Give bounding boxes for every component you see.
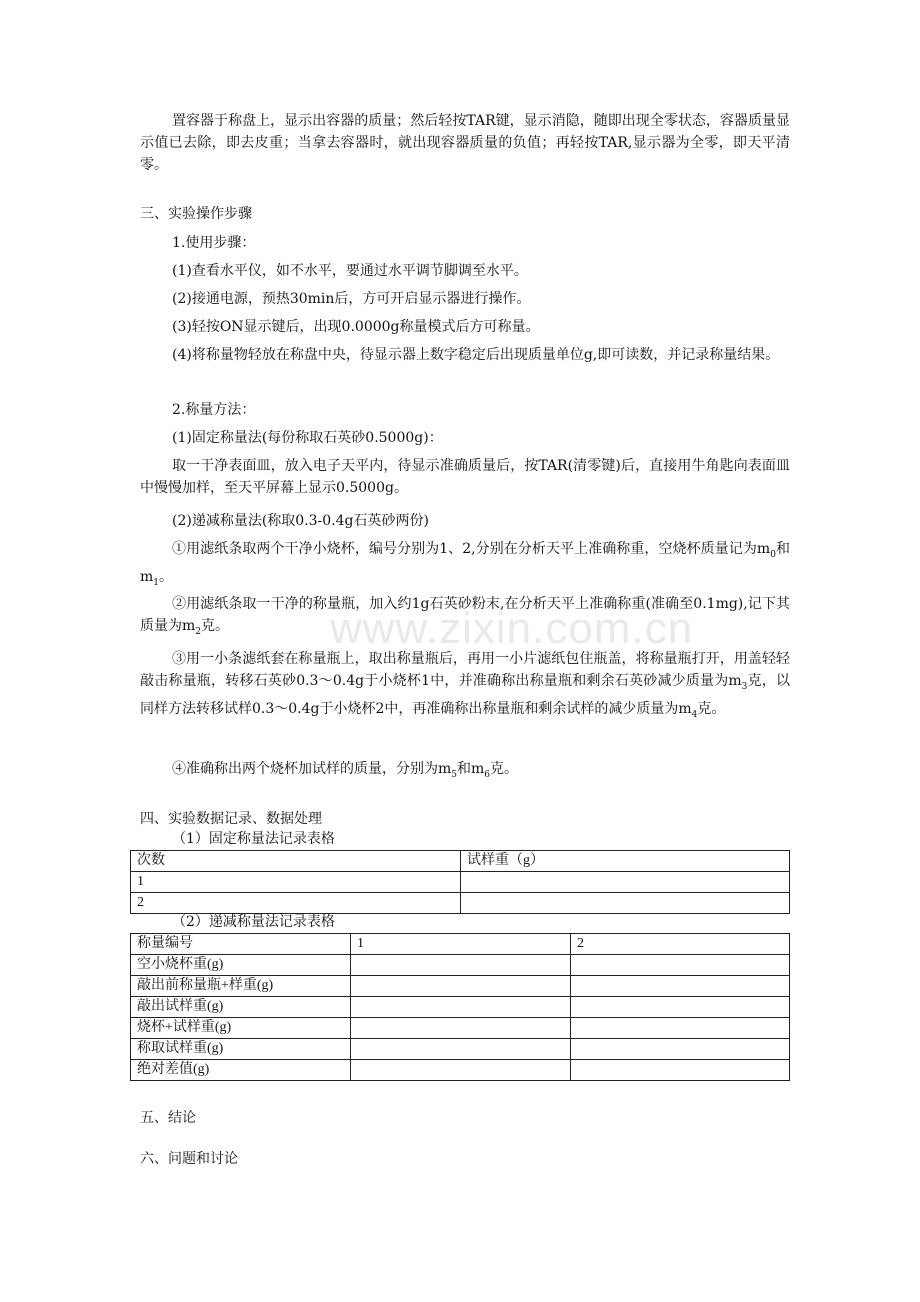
table-row [131, 893, 790, 914]
table-cell [351, 955, 571, 976]
section6-heading: 六、问题和讨论 [140, 1151, 238, 1167]
table1-caption: （1）固定称量法记录表格 [172, 831, 335, 847]
table-header-cell: 1 [351, 934, 571, 955]
table-cell [571, 997, 790, 1018]
table-cell [571, 1018, 790, 1039]
table-row [131, 997, 790, 1018]
table-cell: 敲出试样重(g) [131, 997, 351, 1018]
table-cell: 2 [131, 893, 461, 914]
diff-step-4: ④准确称出两个烧杯加试样的质量，分别为$m_5$和$m_6$克。 [172, 761, 519, 780]
table-cell [351, 1018, 571, 1039]
usage-steps-title: 1.使用步骤： [172, 235, 256, 251]
section4-heading: 四、实验数据记录、数据处理 [140, 811, 322, 827]
section3-heading: 三、实验操作步骤 [140, 206, 252, 222]
table-header-cell: 称量编号 [131, 934, 351, 955]
table-cell: 烧杯+试样重(g) [131, 1018, 351, 1039]
fixed-method-text: 取一干净表面皿，放入电子天平内，待显示准确质量后，按TAR(清零键)后，直接用牛角匙向表面皿中慢慢加样，至天平屏幕上显示0.5000g。 [140, 458, 790, 496]
table-cell [461, 872, 790, 893]
table-cell [351, 1039, 571, 1060]
table-cell [461, 893, 790, 914]
table-row [131, 872, 790, 893]
table-cell: 敲出前称量瓶+样重(g) [131, 976, 351, 997]
table-cell: 1 [131, 872, 461, 893]
table-header-row [131, 851, 790, 872]
table-header-row [131, 934, 790, 955]
method-title: 2.称量方法： [172, 402, 256, 418]
table-cell: 称取试样重(g) [131, 1039, 351, 1060]
table-cell [351, 1060, 571, 1081]
table-cell: 绝对差值(g) [131, 1060, 351, 1081]
intro-paragraph: 置容器于称盘上，显示出容器的质量；然后轻按TAR键，显示消隐，随即出现全零状态，容器质量显示值已去除，即去皮重；当拿去容器时，就出现容器质量的负值；再轻按TAR,显示器为全零，即天平清零。 [140, 113, 790, 173]
fixed-method-title: (1)固定称量法(每份称取石英砂0.5000g)： [172, 430, 443, 446]
table-row [131, 1060, 790, 1081]
table-row [131, 1039, 790, 1060]
table-cell [351, 997, 571, 1018]
step-4: (4)将称量物轻放在称盘中央，待显示器上数字稳定后出现质量单位g,即可读数，并记录称量结果。 [172, 347, 780, 363]
table-cell: 空小烧杯重(g) [131, 955, 351, 976]
diff-step-3: ③用一小条滤纸套在称量瓶上，取出称量瓶后，再用一小片滤纸包住瓶盖，将称量瓶打开，用盖轻轻敲击称量瓶，转移石英砂0.3～0.4g于小烧杯1中，并准确称出称量瓶和剩余石英砂减少质量为$m_3$克，以同样方法转移试样0.3～0.4g于小烧杯2中，再准确称出称量瓶和剩余试样的减少质量为$m_4$克。 [140, 651, 791, 720]
diff-step-1: ①用滤纸条取两个干净小烧杯，编号分别为1、2,分别在分析天平上准确称重，空烧杯质量记为$m_0$和$m_1$。 [140, 541, 791, 588]
watermark: www.zixin.com.cn [330, 604, 694, 653]
table-row [131, 955, 790, 976]
table-cell [571, 1060, 790, 1081]
table2-caption: （2）递减称量法记录表格 [172, 914, 335, 930]
table-cell [571, 1039, 790, 1060]
diff-method-title: (2)递减称量法(称取0.3-0.4g石英砂两份) [172, 513, 429, 529]
table-row [131, 976, 790, 997]
table-cell [571, 976, 790, 997]
section5-heading: 五、结论 [140, 1110, 196, 1126]
table-cell [351, 976, 571, 997]
table-cell [571, 955, 790, 976]
step-1: (1)查看水平仪，如不水平，要通过水平调节脚调至水平。 [172, 263, 528, 279]
diff-step-2: ②用滤纸条取一干净的称量瓶，加入约1g石英砂粉末,在分析天平上准确称重(准确至0.1mg),记下其质量为$m_2$克。 [140, 596, 790, 637]
table-row [131, 1018, 790, 1039]
step-2: (2)接通电源，预热30min后，方可开启显示器进行操作。 [172, 291, 531, 307]
step-3: (3)轻按ON显示键后，出现0.0000g称量模式后方可称量。 [172, 319, 540, 335]
fixed-method-table [130, 850, 790, 914]
table-header-cell: 试样重（g） [461, 851, 790, 872]
table-header-cell: 2 [571, 934, 790, 955]
difference-method-table [130, 933, 790, 1081]
table-header-cell: 次数 [131, 851, 461, 872]
